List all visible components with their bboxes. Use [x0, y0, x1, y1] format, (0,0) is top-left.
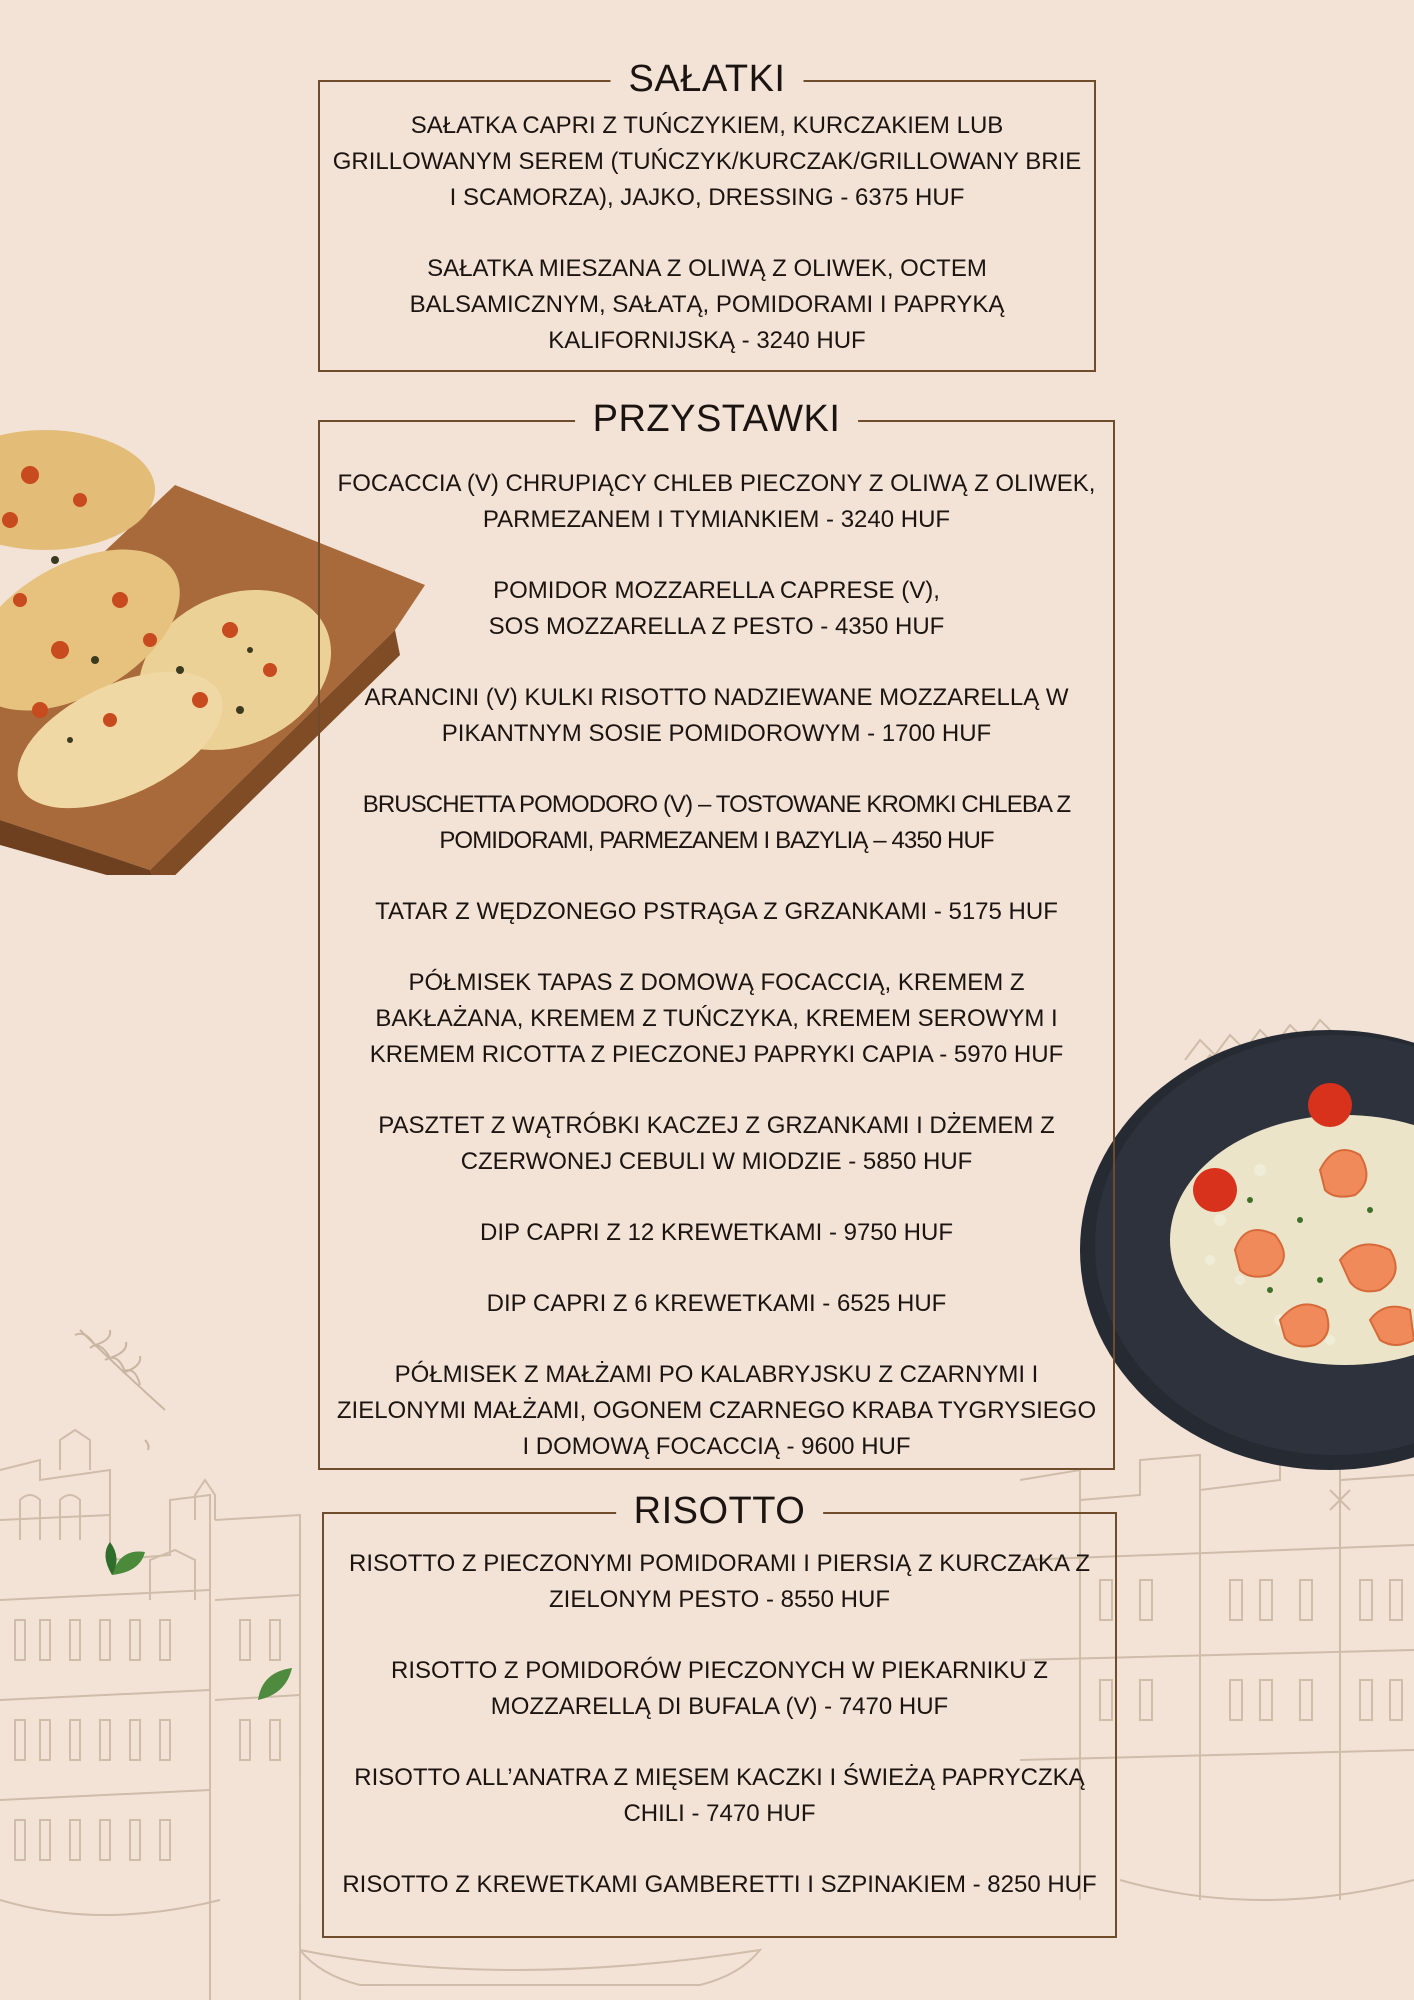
menu-item: BRUSCHETTA POMODORO (V) – TOSTOWANE KROMKI CHLEBA Z POMIDORAMI, PARMEZANEM I BAZYLIĄ – 4350 HUF	[362, 791, 1071, 854]
menu-item: SAŁATKA CAPRI Z TUŃCZYKIEM, KURCZAKIEM LUB GRILLOWANYM SEREM (TUŃCZYK/KURCZAK/GRILLOWANY BRIE I SCAMORZA), JAJKO, DRESSING - 6375 HUF	[332, 112, 1082, 211]
menu-item: SAŁATKA MIESZANA Z OLIWĄ Z OLIWEK, OCTEM BALSAMICZNYM, SAŁATĄ, POMIDORAMI I PAPRYKĄ KALIFORNIJSKĄ - 3240 HUF	[409, 255, 1005, 354]
section-title-przystawki: PRZYSTAWKI	[575, 396, 859, 442]
menu-item: RISOTTO Z PIECZONYMI POMIDORAMI I PIERSIĄ Z KURCZAKA Z ZIELONYM PESTO - 8550 HUF	[349, 1550, 1090, 1613]
section-title-salatki: SAŁATKI	[611, 56, 804, 102]
menu-item: RISOTTO Z KREWETKAMI GAMBERETTI I SZPINAKIEM - 8250 HUF	[342, 1871, 1097, 1898]
menu-item: DIP CAPRI Z 12 KREWETKAMI - 9750 HUF	[479, 1219, 953, 1246]
menu-item: DIP CAPRI Z 6 KREWETKAMI - 6525 HUF	[486, 1290, 947, 1317]
menu-item: TATAR Z WĘDZONEGO PSTRĄGA Z GRZANKAMI - 5175 HUF	[375, 898, 1058, 925]
menu-item: POMIDOR MOZZARELLA CAPRESE (V), SOS MOZZARELLA Z PESTO - 4350 HUF	[488, 577, 945, 640]
risotto-shrimp-photo	[1070, 1020, 1414, 1470]
menu-item: FOCACCIA (V) CHRUPIĄCY CHLEB PIECZONY Z OLIWĄ Z OLIWEK, PARMEZANEM I TYMIANKIEM - 3240 HUF	[337, 470, 1096, 533]
wheat-sprig-icon	[75, 1330, 165, 1450]
menu-item: PASZTET Z WĄTRÓBKI KACZEJ Z GRZANKAMI I DŻEMEM Z CZERWONEJ CEBULI W MIODZIE - 5850 HUF	[378, 1112, 1055, 1175]
menu-item: ARANCINI (V) KULKI RISOTTO NADZIEWANE MOZZARELLĄ W PIKANTNYM SOSIE POMIDOROWYM - 1700 HUF	[364, 684, 1069, 747]
section-title-risotto: RISOTTO	[616, 1488, 824, 1534]
menu-item: RISOTTO Z POMIDORÓW PIECZONYCH W PIEKARNIKU Z MOZZARELLĄ DI BUFALA (V) - 7470 HUF	[391, 1657, 1048, 1720]
section-przystawki	[318, 398, 1115, 1470]
menu-item: PÓŁMISEK TAPAS Z DOMOWĄ FOCACCIĄ, KREMEM Z BAKŁAŻANA, KREMEM Z TUŃCZYKA, KREMEM SEROWYM I KREMEM RICOTTA Z PIECZONEJ PAPRYKI CAPIA - 5970 HUF	[369, 969, 1064, 1068]
menu-item: PÓŁMISEK Z MAŁŻAMI PO KALABRYJSKU Z CZARNYMI I ZIELONYMI MAŁŻAMI, OGONEM CZARNEGO KRABA TYGRYSIEGO I DOMOWĄ FOCACCIĄ - 9600 HUF	[336, 1361, 1097, 1460]
section-salatki	[318, 58, 1096, 372]
section-risotto	[322, 1490, 1117, 1938]
menu-item: RISOTTO ALL’ANATRA Z MIĘSEM KACZKI I ŚWIEŻĄ PAPRYCZKĄ CHILI - 7470 HUF	[354, 1764, 1085, 1827]
